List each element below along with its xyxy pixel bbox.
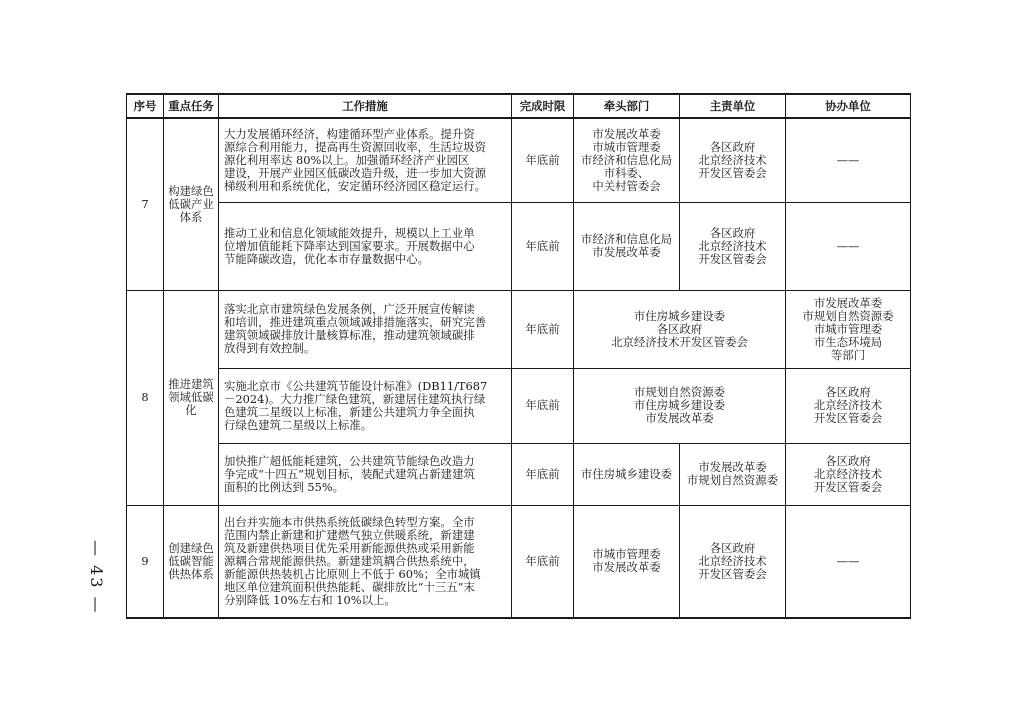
- responsible-unit: 市发展改革委 市规划自然资源委: [680, 443, 786, 505]
- deadline: 年底前: [512, 443, 574, 505]
- responsible-unit: 各区政府 北京经济技术 开发区管委会: [680, 505, 786, 618]
- task-name: 创建绿色 低碳智能 供热体系: [164, 505, 219, 618]
- header-assist: 协办单位: [786, 94, 911, 118]
- deadline: 年底前: [512, 505, 574, 618]
- lead-department: 市住房城乡建设委: [574, 443, 680, 505]
- assist-unit: ——: [786, 505, 911, 618]
- table-header-row: [127, 94, 911, 118]
- table-row: [127, 443, 911, 505]
- header-deadline: 完成时限: [512, 94, 574, 118]
- lead-department: 市城市管理委 市发展改革委: [574, 505, 680, 618]
- responsible-unit: 各区政府 北京经济技术 开发区管委会: [680, 202, 786, 290]
- table-row: [127, 202, 911, 290]
- measure-text: 出台并实施本市供热系统低碳绿色转型方案。全市 范围内禁止新建和扩建燃气独立供暖系统，新建建 筑及新建供热项目优先采用新能源供热或采用新能 源耦合常规能源供热。新建建筑耦合供热系统中， 新能源供热装机占比原则上不低于 60%；全市城镇 地区单位建筑面积供热能耗、碳排放比“十三五”末 分别降低 10%左右和 10%以上。: [219, 505, 512, 618]
- table-row: [127, 290, 911, 368]
- header-lead: 牵头部门: [574, 94, 680, 118]
- page-number: — 43 —: [87, 540, 106, 615]
- header-responsible: 主责单位: [680, 94, 786, 118]
- deadline: 年底前: [512, 202, 574, 290]
- deadline: 年底前: [512, 118, 574, 202]
- header-no: 序号: [127, 94, 164, 118]
- row-number: 9: [127, 505, 164, 618]
- table-row: [127, 118, 911, 202]
- row-number: 7: [127, 118, 164, 290]
- measure-text: 实施北京市《公共建筑节能设计标准》(DB11/T687 －2024)。大力推广绿色建筑，新建居住建筑执行绿 色建筑二星级以上标准，新建公共建筑力争全面执 行绿色建筑二星级以上标准。: [219, 368, 512, 443]
- header-task: 重点任务: [164, 94, 219, 118]
- deadline: 年底前: [512, 290, 574, 368]
- measure-text: 推动工业和信息化领域能效提升，规模以上工业单 位增加值能耗下降率达到国家要求。开展数据中心 节能降碳改造，优化本市存量数据中心。: [219, 202, 512, 290]
- header-measures: 工作措施: [219, 94, 512, 118]
- key-tasks-table: [126, 93, 911, 619]
- assist-unit: ——: [786, 202, 911, 290]
- lead-department: 市发展改革委 市城市管理委 市经济和信息化局 市科委、 中关村管委会: [574, 118, 680, 202]
- task-name: 推进建筑 领域低碳 化: [164, 290, 219, 505]
- assist-unit: 各区政府 北京经济技术 开发区管委会: [786, 368, 911, 443]
- row-number: 8: [127, 290, 164, 505]
- task-name: 构建绿色 低碳产业 体系: [164, 118, 219, 290]
- lead-department: 市规划自然资源委 市住房城乡建设委 市发展改革委: [574, 368, 786, 443]
- responsible-unit: 各区政府 北京经济技术 开发区管委会: [680, 118, 786, 202]
- measure-text: 落实北京市建筑绿色发展条例，广泛开展宣传解读 和培训，推进建筑重点领域减排措施落实，研究完善 建筑领域碳排放计量核算标准，推动建筑领域碳排 放得到有效控制。: [219, 290, 512, 368]
- lead-department: 市经济和信息化局 市发展改革委: [574, 202, 680, 290]
- measure-text: 加快推广超低能耗建筑，公共建筑节能绿色改造力 争完成“十四五”规划目标，装配式建筑占新建建筑 面积的比例达到 55%。: [219, 443, 512, 505]
- assist-unit: 市发展改革委 市规划自然资源委 市城市管理委 市生态环境局 等部门: [786, 290, 911, 368]
- table-row: [127, 368, 911, 443]
- assist-unit: 各区政府 北京经济技术 开发区管委会: [786, 443, 911, 505]
- lead-department: 市住房城乡建设委 各区政府 北京经济技术开发区管委会: [574, 290, 786, 368]
- measure-text: 大力发展循环经济，构建循环型产业体系。提升资 源综合利用能力，提高再生资源回收率，生活垃圾资 源化利用率达 80%以上。加强循环经济产业园区 建设，开展产业园区低碳改造升级，进一步加大资源 梯级利用和系统优化，安定循环经济园区稳定运行。: [219, 118, 512, 202]
- table-row: [127, 505, 911, 618]
- deadline: 年底前: [512, 368, 574, 443]
- assist-unit: ——: [786, 118, 911, 202]
